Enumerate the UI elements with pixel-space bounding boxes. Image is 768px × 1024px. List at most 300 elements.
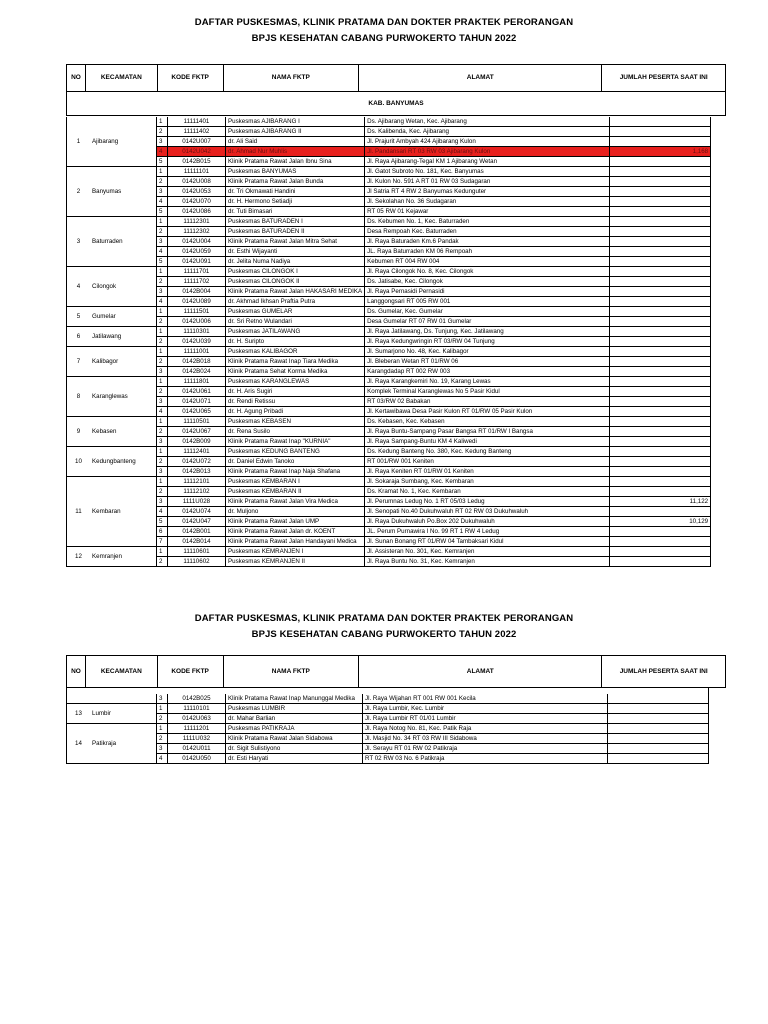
cell-alamat: Jl. Perumnas Ledug No. 1 RT 05/03 Ledug — [365, 497, 610, 507]
table-row — [67, 247, 711, 257]
header-kode: KODE FKTP — [158, 65, 224, 91]
data-table-page-2 — [66, 688, 709, 764]
table-row — [67, 407, 711, 417]
cell-jumlah: 11,122 — [610, 497, 711, 507]
cell-no — [67, 694, 91, 704]
cell-nama: Puskesmas CILONGOK I — [226, 267, 365, 277]
cell-kode: 0142U053 — [168, 187, 226, 197]
cell-kode: 11110101 — [168, 704, 226, 714]
table-row — [67, 557, 711, 567]
cell-number: 3 — [157, 137, 168, 147]
cell-kecamatan: Karanglewas — [90, 377, 157, 417]
cell-alamat: Ds. Kedung Banteng No. 380, Kec. Kedung Banteng — [365, 447, 610, 457]
cell-jumlah — [610, 287, 711, 297]
cell-jumlah — [610, 407, 711, 417]
table-row — [67, 157, 711, 167]
cell-alamat: Jl. Raya Wijahan RT 001 RW 001 Kecila — [363, 694, 608, 704]
cell-kecamatan: Jatilawang — [90, 327, 157, 347]
cell-kode: 11111001 — [168, 347, 226, 357]
cell-alamat: Jl. Raya Pernasidi Pernasidi — [365, 287, 610, 297]
cell-jumlah — [610, 557, 711, 567]
cell-jumlah — [610, 367, 711, 377]
cell-no: 14 — [67, 724, 91, 764]
cell-number: 3 — [157, 397, 168, 407]
cell-nama: Klinik Pratama Rawat Jalan Ibnu Sina — [226, 157, 365, 167]
cell-alamat: Jl. Masjid No. 34 RT 03 RW III Sidabowa — [363, 734, 608, 744]
cell-kecamatan: Kemranjen — [90, 547, 157, 567]
cell-number: 3 — [157, 497, 168, 507]
cell-alamat: Jl. Sekolahan No. 36 Sudagaran — [365, 197, 610, 207]
cell-jumlah — [610, 117, 711, 127]
table-row — [67, 517, 711, 527]
cell-no: 3 — [67, 217, 91, 267]
cell-kode: 0142B013 — [168, 467, 226, 477]
cell-nama: Puskesmas AJIBARANG II — [226, 127, 365, 137]
cell-number: 4 — [157, 507, 168, 517]
cell-jumlah — [610, 457, 711, 467]
cell-number: 4 — [157, 754, 168, 764]
cell-kecamatan: Patikraja — [90, 724, 157, 764]
cell-nama: Klinik Pratama Rawat Jalan Mitra Sehat — [226, 237, 365, 247]
cell-kode: 0142U086 — [168, 207, 226, 217]
cell-kode: 11111501 — [168, 307, 226, 317]
table-row — [67, 117, 711, 127]
cell-number: 1 — [157, 327, 168, 337]
cell-alamat: Jl. Raya Dukuhwaluh Po.Box 202 Dukuhwaluh — [365, 517, 610, 527]
cell-nama: Puskesmas KEMBARAN II — [226, 487, 365, 497]
cell-jumlah — [610, 197, 711, 207]
cell-alamat: Jl. Kulon No. 591 A RT 01 RW 03 Sudagaran — [365, 177, 610, 187]
cell-kode: 11111702 — [168, 277, 226, 287]
cell-kode: 11112301 — [168, 217, 226, 227]
cell-alamat: RT 02 RW 03 No. 6 Patikraja — [363, 754, 608, 764]
cell-jumlah — [610, 487, 711, 497]
cell-kecamatan — [90, 694, 157, 704]
cell-kode: 0142U039 — [168, 337, 226, 347]
cell-alamat: Jl. Raya Buntu-Sampang Pasar Bangsa RT 01/RW I Bangsa — [365, 427, 610, 437]
cell-kode: 0142B014 — [168, 537, 226, 547]
table-row — [67, 367, 711, 377]
cell-kode: 0142U007 — [168, 137, 226, 147]
cell-kecamatan: Kedungbanteng — [90, 447, 157, 477]
cell-no: 13 — [67, 704, 91, 724]
cell-alamat: Jl. Sunan Bonang RT 01/RW 04 Tambaksari Kidul — [365, 537, 610, 547]
cell-nama: dr. Tri Okmawati Handini — [226, 187, 365, 197]
cell-nama: dr. Mahar Barlian — [226, 714, 363, 724]
cell-jumlah — [608, 694, 709, 704]
cell-jumlah — [610, 217, 711, 227]
table-row — [67, 137, 711, 147]
table-row — [67, 177, 711, 187]
cell-number: 1 — [157, 547, 168, 557]
cell-number: 1 — [157, 307, 168, 317]
cell-number: 3 — [157, 287, 168, 297]
cell-nama: Puskesmas GUMELAR — [226, 307, 365, 317]
cell-jumlah — [610, 247, 711, 257]
cell-kode: 11111402 — [168, 127, 226, 137]
cell-no: 10 — [67, 447, 91, 477]
cell-jumlah — [610, 267, 711, 277]
cell-nama: Puskesmas KEMRANJEN II — [226, 557, 365, 567]
header-jumlah: JUMLAH PESERTA SAAT INI — [619, 667, 708, 675]
cell-nama: Puskesmas KEBASEN — [226, 417, 365, 427]
cell-no: 2 — [67, 167, 91, 217]
cell-kode: 11110301 — [168, 327, 226, 337]
cell-kode: 1111U028 — [168, 497, 226, 507]
cell-kode: 1111U032 — [168, 734, 226, 744]
cell-jumlah — [610, 167, 711, 177]
cell-number: 3 — [157, 437, 168, 447]
cell-number: 1 — [157, 117, 168, 127]
cell-number: 2 — [157, 227, 168, 237]
cell-alamat: Ds. Kramat No. 1, Kec. Kembaran — [365, 487, 610, 497]
cell-jumlah — [610, 257, 711, 267]
cell-jumlah — [610, 137, 711, 147]
table-row — [67, 724, 709, 734]
table-row — [67, 397, 711, 407]
cell-kode: 0142B009 — [168, 437, 226, 447]
table-row — [67, 207, 711, 217]
cell-jumlah: 10,129 — [610, 517, 711, 527]
cell-kode: 0142B004 — [168, 287, 226, 297]
cell-no: 8 — [67, 377, 91, 417]
cell-nama: Klinik Pratama Rawat Jalan Bunda — [226, 177, 365, 187]
cell-no: 9 — [67, 417, 91, 447]
cell-kode: 11112101 — [168, 477, 226, 487]
cell-number: 2 — [157, 357, 168, 367]
cell-kode: 0142U065 — [168, 407, 226, 417]
cell-nama: Puskesmas BATURADEN I — [226, 217, 365, 227]
cell-jumlah — [610, 347, 711, 357]
cell-kode: 11111201 — [168, 724, 226, 734]
cell-number: 2 — [157, 337, 168, 347]
cell-number: 2 — [157, 557, 168, 567]
cell-kecamatan: Banyumas — [90, 167, 157, 217]
cell-nama: Puskesmas JATILAWANG — [226, 327, 365, 337]
cell-alamat: RT 03/RW 02 Babakan — [365, 397, 610, 407]
cell-nama: dr. Ahmad Nur Muhlis — [226, 147, 365, 157]
cell-number: 4 — [157, 147, 168, 157]
cell-nama: Klinik Pratama Rawat Jalan Vira Medica — [226, 497, 365, 507]
table-row — [67, 227, 711, 237]
cell-number: 2 — [157, 317, 168, 327]
page-subtitle: BPJS KESEHATAN CABANG PURWOKERTO TAHUN 2022 — [251, 33, 517, 44]
cell-kode: 11110601 — [168, 547, 226, 557]
cell-alamat: Kebumen RT 004 RW 004 — [365, 257, 610, 267]
cell-jumlah — [610, 427, 711, 437]
table-row — [67, 267, 711, 277]
cell-no: 11 — [67, 477, 91, 547]
cell-alamat: Ds. Kebasen, Kec. Kebasen — [365, 417, 610, 427]
cell-number: 1 — [157, 167, 168, 177]
cell-kode: 11111801 — [168, 377, 226, 387]
cell-kode: 0142U050 — [168, 754, 226, 764]
cell-kode: 0142B024 — [168, 367, 226, 377]
table-row — [67, 487, 711, 497]
cell-nama: dr. H. Hermono Setiadji — [226, 197, 365, 207]
cell-kode: 0142U067 — [168, 427, 226, 437]
header-jumlah: JUMLAH PESERTA SAAT INI — [619, 74, 708, 81]
cell-kode: 11112401 — [168, 447, 226, 457]
cell-alamat: Ds. Jatisabe, Kec. Cilongok — [365, 277, 610, 287]
cell-nama: Puskesmas CILONGOK II — [226, 277, 365, 287]
cell-no: 12 — [67, 547, 91, 567]
cell-number: 2 — [157, 734, 168, 744]
cell-alamat: Jl. Gatot Subroto No. 181, Kec. Banyumas — [365, 167, 610, 177]
table-row — [67, 507, 711, 517]
cell-kode: 11111401 — [168, 117, 226, 127]
cell-no: 4 — [67, 267, 91, 307]
page-title-2: DAFTAR PUSKESMAS, KLINIK PRATAMA DAN DOKTER PRAKTEK PERORANGAN — [194, 613, 574, 624]
cell-kode: 0142B001 — [168, 527, 226, 537]
cell-jumlah — [608, 714, 709, 724]
cell-nama: Puskesmas AJIBARANG I — [226, 117, 365, 127]
cell-kecamatan: Cilongok — [90, 267, 157, 307]
cell-jumlah — [610, 227, 711, 237]
cell-kecamatan: Ajibarang — [90, 117, 157, 167]
cell-number: 4 — [157, 197, 168, 207]
cell-number: 1 — [157, 217, 168, 227]
cell-jumlah — [610, 537, 711, 547]
table-row — [67, 297, 711, 307]
cell-kode: 11112302 — [168, 227, 226, 237]
cell-number: 1 — [157, 704, 168, 714]
cell-jumlah — [610, 447, 711, 457]
cell-kode: 0142B015 — [168, 157, 226, 167]
cell-nama: dr. Rendi Retissu — [226, 397, 365, 407]
cell-alamat: Jl. Sumarjono No. 48, Kec. Kalibagor — [365, 347, 610, 357]
cell-jumlah — [610, 307, 711, 317]
cell-nama: dr. Akhmad Ikhsan Praftia Putra — [226, 297, 365, 307]
cell-kode: 11110501 — [168, 417, 226, 427]
table-row — [67, 437, 711, 447]
table-header — [66, 64, 726, 92]
cell-nama: dr. H. Aris Sugiri — [226, 387, 365, 397]
cell-kode: 0142U071 — [168, 397, 226, 407]
cell-jumlah — [610, 547, 711, 557]
cell-number: 6 — [157, 527, 168, 537]
cell-kode: 11111701 — [168, 267, 226, 277]
cell-number: 5 — [157, 207, 168, 217]
cell-kode: 0142U072 — [168, 457, 226, 467]
cell-kode: 0142U089 — [168, 297, 226, 307]
table-row — [67, 714, 709, 724]
table-row — [67, 497, 711, 507]
cell-alamat: Langgongsari RT 005 RW 001 — [365, 297, 610, 307]
cell-alamat: Jl. Assisteran No. 301, Kec. Kemranjen — [365, 547, 610, 557]
table-row — [67, 527, 711, 537]
cell-no: 7 — [67, 347, 91, 377]
table-row — [67, 427, 711, 437]
cell-number: 1 — [157, 447, 168, 457]
table-row — [67, 257, 711, 267]
cell-nama: Klinik Pratama Sehat Korma Medika — [226, 367, 365, 377]
cell-jumlah — [608, 734, 709, 744]
cell-kecamatan: Baturraden — [90, 217, 157, 267]
cell-kode: 0142U063 — [168, 714, 226, 724]
cell-alamat: Ds. Gumelar, Kec. Gumelar — [365, 307, 610, 317]
cell-jumlah — [610, 397, 711, 407]
cell-jumlah — [610, 297, 711, 307]
cell-kode: 0142B025 — [168, 694, 226, 704]
cell-nama: dr. Tuti Bimasari — [226, 207, 365, 217]
cell-number: 2 — [157, 177, 168, 187]
header-alamat: ALAMAT — [359, 656, 602, 687]
cell-nama: dr. Sri Retno Wulandari — [226, 317, 365, 327]
cell-jumlah — [610, 317, 711, 327]
cell-nama: dr. Muljono — [226, 507, 365, 517]
cell-alamat: Ds. Kebumen No. 1, Kec. Baturraden — [365, 217, 610, 227]
cell-alamat: Jl. Senopati No.40 Dukuhwaluh RT 02 RW 03 Dukuhwaluh — [365, 507, 610, 517]
header-no: NO — [67, 656, 86, 687]
table-row — [67, 377, 711, 387]
cell-kode: 0142U011 — [168, 744, 226, 754]
cell-alamat: JL. Perum Purnawira I No. 99 RT 1 RW 4 Ledug — [365, 527, 610, 537]
cell-number: 1 — [157, 347, 168, 357]
cell-number: 2 — [157, 277, 168, 287]
cell-nama: Puskesmas PATIKRAJA — [226, 724, 363, 734]
table-row — [67, 127, 711, 137]
table-row — [67, 734, 709, 744]
cell-kode: 0142U091 — [168, 257, 226, 267]
cell-alamat: Desa Rempoah Kec. Baturraden — [365, 227, 610, 237]
cell-nama: dr. Jelita Numa Nadiya — [226, 257, 365, 267]
header-kode: KODE FKTP — [158, 656, 224, 687]
header-no: NO — [67, 65, 86, 91]
cell-nama: Puskesmas KALIBAGOR — [226, 347, 365, 357]
table-row — [67, 744, 709, 754]
cell-number: 5 — [157, 157, 168, 167]
cell-nama: Klinik Pratama Rawat Jalan dr. KOENT — [226, 527, 365, 537]
cell-nama: Klinik Pratama Rawat Inap "KURNIA" — [226, 437, 365, 447]
table-row — [67, 217, 711, 227]
cell-number: 2 — [157, 127, 168, 137]
cell-alamat: Jl. Raya Notog No. 81, Kec. Patik Raja — [363, 724, 608, 734]
cell-nama: Puskesmas LUMBIR — [226, 704, 363, 714]
cell-number: 4 — [157, 297, 168, 307]
cell-jumlah — [610, 477, 711, 487]
cell-nama: Klinik Pratama Rawat Jalan HAKASARI MEDIKA — [226, 287, 365, 297]
cell-number: 5 — [157, 517, 168, 527]
cell-number: 2 — [157, 427, 168, 437]
cell-number: 1 — [157, 417, 168, 427]
cell-kode: 0142U059 — [168, 247, 226, 257]
cell-kode: 11112102 — [168, 487, 226, 497]
cell-kode: 0142U042 — [168, 147, 226, 157]
cell-jumlah — [610, 157, 711, 167]
table-row — [67, 167, 711, 177]
cell-kode: 0142U074 — [168, 507, 226, 517]
cell-jumlah — [610, 437, 711, 447]
cell-alamat: Jl. Prajurit Ambyah 424 Ajibarang Kulon — [365, 137, 610, 147]
cell-number: 7 — [157, 537, 168, 547]
cell-number: 4 — [157, 407, 168, 417]
cell-number: 2 — [157, 457, 168, 467]
cell-nama: Puskesmas KEMRANJEN I — [226, 547, 365, 557]
cell-no: 1 — [67, 117, 91, 167]
table-row — [67, 347, 711, 357]
cell-number: 1 — [157, 724, 168, 734]
cell-alamat: Jl. Raya Keniten RT 01/RW 01 Keniten — [365, 467, 610, 477]
cell-jumlah — [608, 754, 709, 764]
cell-jumlah — [610, 387, 711, 397]
cell-nama: dr. Esthi Wijayanti — [226, 247, 365, 257]
cell-kode: 0142U047 — [168, 517, 226, 527]
cell-jumlah — [610, 357, 711, 367]
cell-alamat: Jl. Raya Jatilawang, Ds. Tunjung, Kec. Jatilawang — [365, 327, 610, 337]
page-title: DAFTAR PUSKESMAS, KLINIK PRATAMA DAN DOKTER PRAKTEK PERORANGAN — [194, 17, 574, 28]
table-row — [67, 317, 711, 327]
header-nama: NAMA FKTP — [224, 65, 360, 91]
cell-alamat: Jl. Pandansari RT 03 RW 03 Ajibarang Kulon — [365, 147, 610, 157]
cell-jumlah — [610, 277, 711, 287]
table-row — [67, 754, 709, 764]
cell-nama: dr. Ali Said — [226, 137, 365, 147]
cell-jumlah — [610, 467, 711, 477]
cell-alamat: Jl. Raya Sampang-Buntu KM 4 Kaliwedi — [365, 437, 610, 447]
cell-alamat: Jl. Kertawibawa Desa Pasir Kulon RT 01/RW 05 Pasir Kulon — [365, 407, 610, 417]
cell-kecamatan: Kembaran — [90, 477, 157, 547]
cell-kode: 11110602 — [168, 557, 226, 567]
cell-alamat: Jl. Serayu RT 01 RW 02 Patikraja — [363, 744, 608, 754]
cell-jumlah — [608, 724, 709, 734]
cell-jumlah — [610, 417, 711, 427]
table-row — [67, 537, 711, 547]
cell-alamat: RT 001/RW 001 Keniten — [365, 457, 610, 467]
cell-number: 1 — [157, 267, 168, 277]
cell-kode: 0142U070 — [168, 197, 226, 207]
cell-kecamatan: Lumbir — [90, 704, 157, 724]
cell-number: 3 — [157, 187, 168, 197]
table-row — [67, 547, 711, 557]
table-row — [67, 704, 709, 714]
cell-kode: 0142U006 — [168, 317, 226, 327]
cell-nama: Klinik Pratama Rawat Inap Tiara Medika — [226, 357, 365, 367]
cell-kecamatan: Kebasen — [90, 417, 157, 447]
cell-alamat: Karangdadap RT 002 RW 003 — [365, 367, 610, 377]
table-row — [67, 467, 711, 477]
table-row — [67, 694, 709, 704]
cell-nama: Klinik Pratama Rawat Inap Naja Shafana — [226, 467, 365, 477]
table-row — [67, 237, 711, 247]
cell-alamat: Jl. Raya Kedungwringin RT 03/RW 04 Tunjung — [365, 337, 610, 347]
cell-number: 3 — [157, 237, 168, 247]
table-row — [67, 277, 711, 287]
table-row — [67, 197, 711, 207]
data-table-page-1 — [66, 117, 711, 567]
cell-alamat: JL. Raya Baturraden KM 06 Rempoah — [365, 247, 610, 257]
cell-number: 3 — [157, 367, 168, 377]
cell-kode: 0142U004 — [168, 237, 226, 247]
cell-nama: Puskesmas KEMBARAN I — [226, 477, 365, 487]
cell-nama: Puskesmas BANYUMAS — [226, 167, 365, 177]
cell-jumlah — [610, 527, 711, 537]
table-row — [67, 477, 711, 487]
table-row — [67, 387, 711, 397]
kabupaten-row: KAB. BANYUMAS — [66, 92, 726, 116]
cell-jumlah — [608, 744, 709, 754]
header-alamat: ALAMAT — [359, 65, 602, 91]
cell-jumlah — [610, 377, 711, 387]
table-row — [67, 307, 711, 317]
cell-jumlah: 1,168 — [610, 147, 711, 157]
cell-number: 3 — [157, 694, 168, 704]
cell-alamat: Jl. Raya Ajibarang-Tegal KM 1 Ajibarang Wetan — [365, 157, 610, 167]
cell-alamat: Jl. Sokaraja Sumbang, Kec. Kembaran — [365, 477, 610, 487]
cell-nama: dr. H. Agung Pribadi — [226, 407, 365, 417]
table-row — [67, 327, 711, 337]
cell-jumlah — [610, 207, 711, 217]
